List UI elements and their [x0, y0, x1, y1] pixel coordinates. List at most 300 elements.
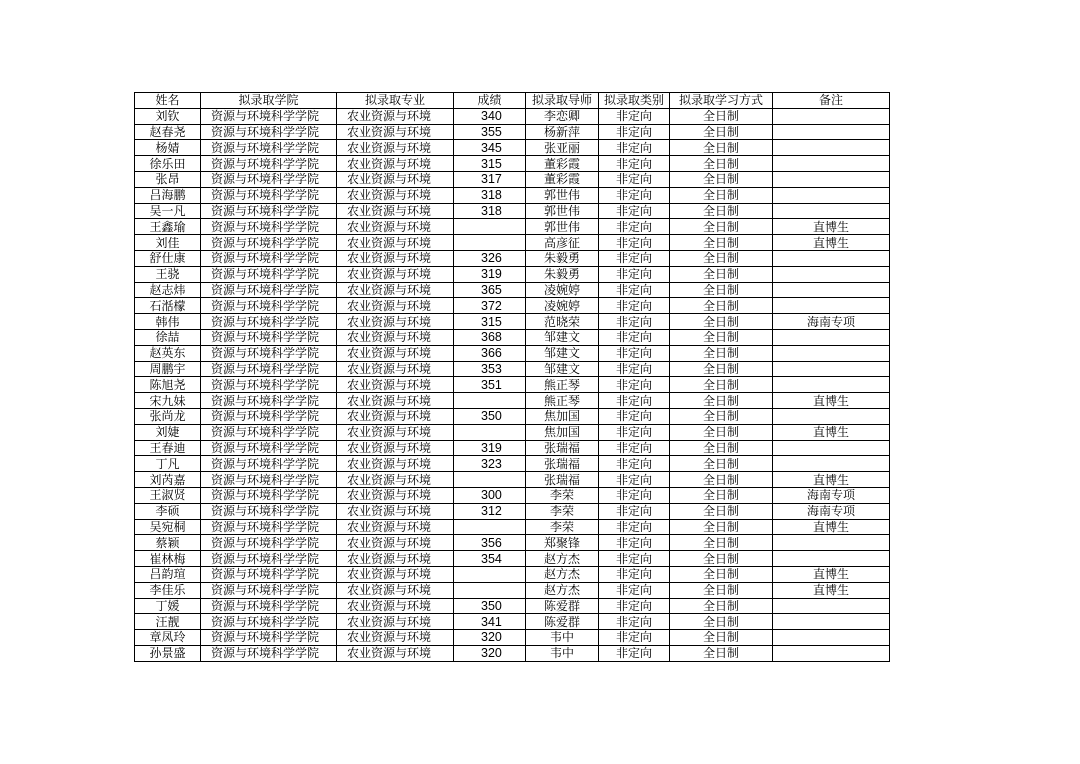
cell-category: 非定向 [599, 203, 670, 219]
cell-score [454, 582, 526, 598]
cell-remarks: 直博生 [773, 566, 890, 582]
cell-score: 353 [454, 361, 526, 377]
cell-study-mode: 全日制 [670, 519, 773, 535]
cell-remarks [773, 345, 890, 361]
cell-remarks [773, 645, 890, 661]
cell-category: 非定向 [599, 440, 670, 456]
cell-major: 农业资源与环境 [337, 440, 454, 456]
cell-name: 王淑贤 [135, 487, 201, 503]
cell-remarks [773, 377, 890, 393]
cell-college: 资源与环境科学学院 [201, 614, 337, 630]
cell-study-mode: 全日制 [670, 424, 773, 440]
cell-college: 资源与环境科学学院 [201, 393, 337, 409]
cell-category: 非定向 [599, 614, 670, 630]
cell-category: 非定向 [599, 345, 670, 361]
cell-advisor: 邹建文 [526, 345, 599, 361]
cell-study-mode: 全日制 [670, 440, 773, 456]
cell-study-mode: 全日制 [670, 598, 773, 614]
cell-name: 蔡颖 [135, 535, 201, 551]
cell-major: 农业资源与环境 [337, 156, 454, 172]
admission-table [134, 92, 890, 662]
cell-college: 资源与环境科学学院 [201, 140, 337, 156]
cell-score: 317 [454, 171, 526, 187]
cell-study-mode: 全日制 [670, 298, 773, 314]
cell-college: 资源与环境科学学院 [201, 630, 337, 646]
cell-name: 汪靓 [135, 614, 201, 630]
table-body [135, 108, 890, 661]
table-row [135, 266, 890, 282]
table-row [135, 582, 890, 598]
cell-remarks [773, 108, 890, 124]
cell-study-mode: 全日制 [670, 282, 773, 298]
cell-name: 吕韵瑄 [135, 566, 201, 582]
cell-advisor: 李恋卿 [526, 108, 599, 124]
cell-advisor: 张瑞福 [526, 456, 599, 472]
cell-study-mode: 全日制 [670, 235, 773, 251]
cell-score: 340 [454, 108, 526, 124]
cell-study-mode: 全日制 [670, 393, 773, 409]
cell-advisor: 张瑞福 [526, 440, 599, 456]
cell-name: 石湉檬 [135, 298, 201, 314]
cell-study-mode: 全日制 [670, 377, 773, 393]
cell-major: 农业资源与环境 [337, 393, 454, 409]
cell-score [454, 424, 526, 440]
cell-major: 农业资源与环境 [337, 551, 454, 567]
cell-name: 王春迪 [135, 440, 201, 456]
cell-major: 农业资源与环境 [337, 519, 454, 535]
cell-study-mode: 全日制 [670, 171, 773, 187]
cell-college: 资源与环境科学学院 [201, 219, 337, 235]
cell-name: 张尚龙 [135, 408, 201, 424]
cell-remarks [773, 551, 890, 567]
cell-college: 资源与环境科学学院 [201, 566, 337, 582]
cell-college: 资源与环境科学学院 [201, 250, 337, 266]
cell-college: 资源与环境科学学院 [201, 408, 337, 424]
cell-major: 农业资源与环境 [337, 535, 454, 551]
cell-category: 非定向 [599, 140, 670, 156]
cell-advisor: 赵方杰 [526, 582, 599, 598]
cell-major: 农业资源与环境 [337, 219, 454, 235]
cell-score: 319 [454, 266, 526, 282]
cell-advisor: 焦加国 [526, 408, 599, 424]
cell-score: 320 [454, 630, 526, 646]
table-row [135, 535, 890, 551]
cell-score: 300 [454, 487, 526, 503]
cell-remarks [773, 298, 890, 314]
cell-score: 319 [454, 440, 526, 456]
cell-advisor: 陈爱群 [526, 614, 599, 630]
cell-score: 351 [454, 377, 526, 393]
cell-college: 资源与环境科学学院 [201, 377, 337, 393]
cell-category: 非定向 [599, 329, 670, 345]
cell-name: 章凤玲 [135, 630, 201, 646]
cell-remarks: 海南专项 [773, 487, 890, 503]
cell-college: 资源与环境科学学院 [201, 235, 337, 251]
cell-name: 赵英东 [135, 345, 201, 361]
cell-advisor: 凌婉婷 [526, 282, 599, 298]
cell-major: 农业资源与环境 [337, 235, 454, 251]
cell-remarks: 直博生 [773, 393, 890, 409]
cell-score [454, 566, 526, 582]
cell-college: 资源与环境科学学院 [201, 187, 337, 203]
cell-college: 资源与环境科学学院 [201, 266, 337, 282]
cell-score: 326 [454, 250, 526, 266]
table-row [135, 282, 890, 298]
cell-college: 资源与环境科学学院 [201, 598, 337, 614]
cell-college: 资源与环境科学学院 [201, 487, 337, 503]
table-row [135, 314, 890, 330]
cell-major: 农业资源与环境 [337, 266, 454, 282]
cell-advisor: 凌婉婷 [526, 298, 599, 314]
table-row [135, 519, 890, 535]
cell-category: 非定向 [599, 630, 670, 646]
cell-name: 徐乐田 [135, 156, 201, 172]
cell-college: 资源与环境科学学院 [201, 472, 337, 488]
cell-name: 吴宛桐 [135, 519, 201, 535]
cell-college: 资源与环境科学学院 [201, 535, 337, 551]
cell-advisor: 陈爱群 [526, 598, 599, 614]
cell-advisor: 李荣 [526, 519, 599, 535]
cell-name: 赵春尧 [135, 124, 201, 140]
cell-name: 韩伟 [135, 314, 201, 330]
cell-advisor: 李荣 [526, 487, 599, 503]
cell-major: 农业资源与环境 [337, 250, 454, 266]
cell-remarks [773, 266, 890, 282]
cell-study-mode: 全日制 [670, 645, 773, 661]
cell-advisor: 熊正琴 [526, 377, 599, 393]
cell-major: 农业资源与环境 [337, 140, 454, 156]
cell-category: 非定向 [599, 535, 670, 551]
cell-advisor: 郭世伟 [526, 187, 599, 203]
cell-category: 非定向 [599, 235, 670, 251]
cell-remarks [773, 329, 890, 345]
table-row [135, 203, 890, 219]
cell-study-mode: 全日制 [670, 329, 773, 345]
cell-remarks: 直博生 [773, 582, 890, 598]
cell-major: 农业资源与环境 [337, 187, 454, 203]
table-row [135, 250, 890, 266]
cell-advisor: 高彦征 [526, 235, 599, 251]
cell-category: 非定向 [599, 298, 670, 314]
table-row [135, 424, 890, 440]
cell-study-mode: 全日制 [670, 408, 773, 424]
cell-college: 资源与环境科学学院 [201, 108, 337, 124]
header-college: 拟录取学院 [201, 93, 337, 109]
cell-study-mode: 全日制 [670, 108, 773, 124]
cell-study-mode: 全日制 [670, 630, 773, 646]
cell-major: 农业资源与环境 [337, 329, 454, 345]
cell-remarks [773, 140, 890, 156]
cell-score: 356 [454, 535, 526, 551]
cell-advisor: 杨新萍 [526, 124, 599, 140]
cell-advisor: 郭世伟 [526, 219, 599, 235]
cell-score: 366 [454, 345, 526, 361]
cell-score [454, 472, 526, 488]
cell-study-mode: 全日制 [670, 472, 773, 488]
cell-major: 农业资源与环境 [337, 424, 454, 440]
cell-study-mode: 全日制 [670, 203, 773, 219]
cell-advisor: 郭世伟 [526, 203, 599, 219]
table-row [135, 361, 890, 377]
cell-category: 非定向 [599, 551, 670, 567]
cell-study-mode: 全日制 [670, 582, 773, 598]
cell-advisor: 韦中 [526, 630, 599, 646]
cell-college: 资源与环境科学学院 [201, 345, 337, 361]
table-row [135, 298, 890, 314]
cell-name: 刘佳 [135, 235, 201, 251]
cell-advisor: 郑聚锋 [526, 535, 599, 551]
cell-category: 非定向 [599, 156, 670, 172]
cell-advisor: 朱毅勇 [526, 250, 599, 266]
cell-score: 355 [454, 124, 526, 140]
table-row [135, 393, 890, 409]
header-advisor: 拟录取导师 [526, 93, 599, 109]
cell-remarks [773, 535, 890, 551]
cell-category: 非定向 [599, 582, 670, 598]
cell-category: 非定向 [599, 472, 670, 488]
table-row [135, 503, 890, 519]
cell-study-mode: 全日制 [670, 456, 773, 472]
cell-remarks [773, 171, 890, 187]
header-name: 姓名 [135, 93, 201, 109]
cell-category: 非定向 [599, 377, 670, 393]
cell-college: 资源与环境科学学院 [201, 124, 337, 140]
cell-major: 农业资源与环境 [337, 377, 454, 393]
cell-name: 丁凡 [135, 456, 201, 472]
cell-study-mode: 全日制 [670, 535, 773, 551]
cell-college: 资源与环境科学学院 [201, 329, 337, 345]
header-study-mode: 拟录取学习方式 [670, 93, 773, 109]
table-row [135, 645, 890, 661]
cell-remarks: 直博生 [773, 219, 890, 235]
cell-remarks: 直博生 [773, 424, 890, 440]
cell-name: 周鹏宇 [135, 361, 201, 377]
table-row [135, 598, 890, 614]
cell-college: 资源与环境科学学院 [201, 424, 337, 440]
cell-major: 农业资源与环境 [337, 456, 454, 472]
cell-major: 农业资源与环境 [337, 598, 454, 614]
cell-college: 资源与环境科学学院 [201, 156, 337, 172]
cell-advisor: 邹建文 [526, 329, 599, 345]
cell-remarks [773, 187, 890, 203]
cell-remarks [773, 440, 890, 456]
cell-category: 非定向 [599, 187, 670, 203]
cell-college: 资源与环境科学学院 [201, 361, 337, 377]
table-row [135, 219, 890, 235]
cell-major: 农业资源与环境 [337, 361, 454, 377]
cell-name: 王骁 [135, 266, 201, 282]
header-category: 拟录取类别 [599, 93, 670, 109]
cell-score: 315 [454, 156, 526, 172]
cell-name: 王鑫瑜 [135, 219, 201, 235]
cell-advisor: 李荣 [526, 503, 599, 519]
cell-score: 320 [454, 645, 526, 661]
header-remarks: 备注 [773, 93, 890, 109]
cell-major: 农业资源与环境 [337, 645, 454, 661]
cell-advisor: 张亚丽 [526, 140, 599, 156]
cell-advisor: 焦加国 [526, 424, 599, 440]
cell-study-mode: 全日制 [670, 345, 773, 361]
cell-remarks [773, 361, 890, 377]
table-row [135, 377, 890, 393]
cell-name: 吕海鹏 [135, 187, 201, 203]
cell-score: 368 [454, 329, 526, 345]
cell-advisor: 赵方杰 [526, 566, 599, 582]
cell-study-mode: 全日制 [670, 614, 773, 630]
cell-category: 非定向 [599, 408, 670, 424]
cell-name: 刘婕 [135, 424, 201, 440]
table-row [135, 124, 890, 140]
table-row [135, 329, 890, 345]
cell-remarks: 直博生 [773, 472, 890, 488]
cell-major: 农业资源与环境 [337, 108, 454, 124]
cell-name: 崔林梅 [135, 551, 201, 567]
cell-college: 资源与环境科学学院 [201, 503, 337, 519]
cell-major: 农业资源与环境 [337, 408, 454, 424]
cell-college: 资源与环境科学学院 [201, 298, 337, 314]
cell-study-mode: 全日制 [670, 250, 773, 266]
cell-study-mode: 全日制 [670, 566, 773, 582]
cell-college: 资源与环境科学学院 [201, 519, 337, 535]
table-row [135, 187, 890, 203]
cell-major: 农业资源与环境 [337, 582, 454, 598]
table-row [135, 487, 890, 503]
cell-category: 非定向 [599, 266, 670, 282]
cell-study-mode: 全日制 [670, 503, 773, 519]
cell-score: 354 [454, 551, 526, 567]
cell-category: 非定向 [599, 250, 670, 266]
cell-score: 323 [454, 456, 526, 472]
cell-score [454, 519, 526, 535]
cell-name: 吴一凡 [135, 203, 201, 219]
cell-remarks [773, 282, 890, 298]
cell-category: 非定向 [599, 219, 670, 235]
cell-category: 非定向 [599, 282, 670, 298]
cell-score: 345 [454, 140, 526, 156]
cell-college: 资源与环境科学学院 [201, 440, 337, 456]
table-row [135, 235, 890, 251]
cell-major: 农业资源与环境 [337, 614, 454, 630]
cell-major: 农业资源与环境 [337, 298, 454, 314]
cell-remarks [773, 156, 890, 172]
cell-category: 非定向 [599, 566, 670, 582]
cell-name: 张昂 [135, 171, 201, 187]
cell-college: 资源与环境科学学院 [201, 203, 337, 219]
cell-score: 365 [454, 282, 526, 298]
cell-study-mode: 全日制 [670, 187, 773, 203]
cell-college: 资源与环境科学学院 [201, 314, 337, 330]
cell-category: 非定向 [599, 487, 670, 503]
cell-advisor: 熊正琴 [526, 393, 599, 409]
cell-score: 315 [454, 314, 526, 330]
cell-college: 资源与环境科学学院 [201, 282, 337, 298]
cell-remarks: 直博生 [773, 235, 890, 251]
cell-score: 341 [454, 614, 526, 630]
cell-name: 徐喆 [135, 329, 201, 345]
cell-major: 农业资源与环境 [337, 314, 454, 330]
cell-category: 非定向 [599, 361, 670, 377]
cell-score: 350 [454, 408, 526, 424]
cell-major: 农业资源与环境 [337, 282, 454, 298]
cell-score: 350 [454, 598, 526, 614]
cell-name: 陈旭尧 [135, 377, 201, 393]
cell-name: 李佳乐 [135, 582, 201, 598]
cell-name: 舒仕康 [135, 250, 201, 266]
cell-category: 非定向 [599, 645, 670, 661]
table-row [135, 156, 890, 172]
table-row [135, 171, 890, 187]
cell-category: 非定向 [599, 424, 670, 440]
cell-major: 农业资源与环境 [337, 487, 454, 503]
cell-remarks [773, 203, 890, 219]
cell-remarks [773, 456, 890, 472]
cell-major: 农业资源与环境 [337, 124, 454, 140]
table-row [135, 456, 890, 472]
cell-remarks: 海南专项 [773, 314, 890, 330]
cell-category: 非定向 [599, 519, 670, 535]
table-row [135, 345, 890, 361]
table-row [135, 551, 890, 567]
cell-category: 非定向 [599, 503, 670, 519]
cell-score: 372 [454, 298, 526, 314]
cell-category: 非定向 [599, 108, 670, 124]
table-row [135, 630, 890, 646]
cell-score [454, 219, 526, 235]
table-row [135, 408, 890, 424]
cell-advisor: 董彩霞 [526, 156, 599, 172]
cell-category: 非定向 [599, 124, 670, 140]
cell-remarks [773, 630, 890, 646]
cell-major: 农业资源与环境 [337, 472, 454, 488]
cell-study-mode: 全日制 [670, 266, 773, 282]
table-row [135, 440, 890, 456]
table-row [135, 614, 890, 630]
header-score: 成绩 [454, 93, 526, 109]
cell-category: 非定向 [599, 314, 670, 330]
table-row [135, 566, 890, 582]
header-major: 拟录取专业 [337, 93, 454, 109]
cell-study-mode: 全日制 [670, 487, 773, 503]
cell-major: 农业资源与环境 [337, 345, 454, 361]
cell-remarks: 直博生 [773, 519, 890, 535]
cell-name: 刘芮嘉 [135, 472, 201, 488]
cell-remarks [773, 408, 890, 424]
cell-advisor: 董彩霞 [526, 171, 599, 187]
cell-name: 赵志炜 [135, 282, 201, 298]
cell-advisor: 韦中 [526, 645, 599, 661]
cell-major: 农业资源与环境 [337, 566, 454, 582]
cell-name: 李硕 [135, 503, 201, 519]
cell-remarks [773, 598, 890, 614]
cell-study-mode: 全日制 [670, 551, 773, 567]
cell-major: 农业资源与环境 [337, 203, 454, 219]
cell-advisor: 赵方杰 [526, 551, 599, 567]
cell-category: 非定向 [599, 393, 670, 409]
cell-name: 刘钦 [135, 108, 201, 124]
cell-name: 杨婧 [135, 140, 201, 156]
cell-college: 资源与环境科学学院 [201, 171, 337, 187]
cell-score: 318 [454, 187, 526, 203]
cell-major: 农业资源与环境 [337, 171, 454, 187]
cell-study-mode: 全日制 [670, 361, 773, 377]
cell-advisor: 范晓荣 [526, 314, 599, 330]
cell-remarks [773, 124, 890, 140]
table-row [135, 140, 890, 156]
cell-name: 丁媛 [135, 598, 201, 614]
cell-college: 资源与环境科学学院 [201, 456, 337, 472]
cell-study-mode: 全日制 [670, 156, 773, 172]
cell-advisor: 张瑞福 [526, 472, 599, 488]
